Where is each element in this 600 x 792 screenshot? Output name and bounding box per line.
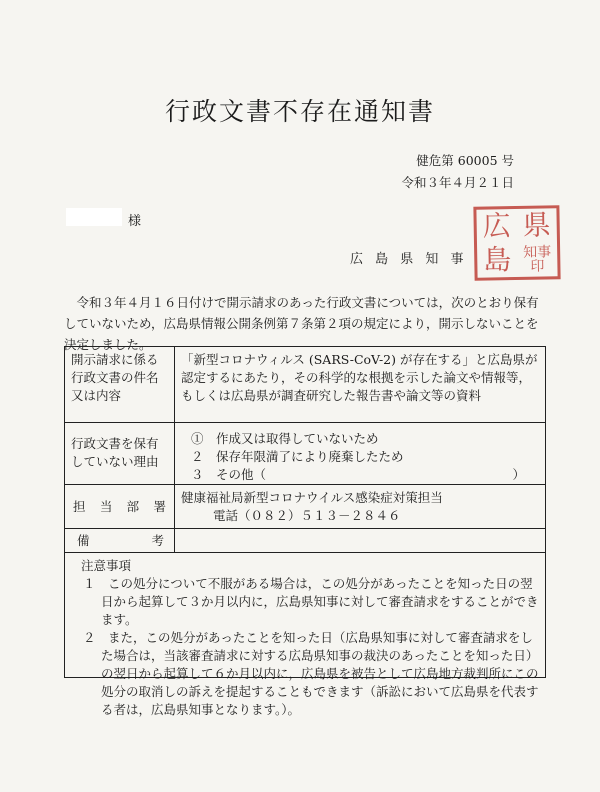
notes-section [65, 553, 545, 719]
seal-char: 広 [482, 209, 511, 243]
reason-option: ① 作成又は取得していないため [191, 431, 379, 446]
seal-char: 島 [482, 243, 512, 277]
reason-option: ２ 保存年限満了により廃棄したため [191, 449, 404, 464]
table-row-subject [65, 347, 545, 423]
reason-option [191, 466, 539, 484]
table-row-notes [65, 553, 545, 717]
department-phone: 電話（０８２）５１３－２８４６ [213, 508, 401, 523]
notes-heading: 注意事項 [81, 558, 132, 573]
note-item: １ この処分について不服がある場合は，この処分があったことを知った日の翌日から起算して３か月以内に，広島県知事に対して審査請求をすることができます。 [83, 576, 539, 627]
department-label: 担 当 部 署 [65, 485, 175, 528]
subject-value: 「新型コロナウィルス (SARS-CoV-2) が存在する」と広島県が認定するにあたり，その科学的な根拠を示した論文や情報等，もしくは広島県が調査研究した報告書や論文等の資料 [181, 352, 538, 403]
note-item: ２ また，この処分があったことを知った日（広島県知事に対して審査請求をした場合は，当該審査請求に対する広島県知事の裁決のあったことを知った日）の翌日から起算して６か月以内に，広島県を被告として広島地方裁判所にこの処分の取消しの訴えを提起することもできます（訴訟において広島県を代表する者は，広島県知事となります。）。 [83, 630, 539, 717]
reason-list [191, 423, 539, 484]
document-title: 行政文書不存在通知書 [164, 97, 435, 126]
issuer-name: 広 島 県 知 事 [350, 252, 468, 267]
intro-paragraph: 令和３年４月１６日付けで開示請求のあった行政文書については，次のとおり保有していないため，広島県情報公開条例第７条第２項の規定により，開示しないことを決定しました。 [64, 295, 539, 352]
notice-table [64, 346, 546, 717]
addressee-suffix: 様 [128, 214, 142, 229]
department-value [181, 485, 539, 525]
reason-option-text: ３ その他（ [191, 467, 267, 482]
document-header-info [401, 150, 514, 194]
official-seal-stamp [473, 205, 560, 280]
reason-option-close: ） [512, 467, 525, 482]
subject-label: 開示請求に係る行政文書の件名又は内容 [65, 347, 175, 422]
table-row-reason [65, 423, 545, 485]
reason-label: 行政文書を保有していない理由 [65, 423, 175, 484]
table-row-remarks [65, 529, 545, 553]
table-row-department [65, 485, 545, 529]
department-name: 健康福祉局新型コロナウイルス感染症対策担当 [181, 490, 443, 505]
seal-char: 県 [522, 208, 551, 242]
seal-char: 知事印 [523, 244, 552, 275]
document-number: 健危第 60005 号 [416, 153, 514, 168]
document-date: 令和３年４月２１日 [401, 175, 514, 190]
redacted-addressee [66, 208, 122, 226]
remarks-label: 備 考 [65, 529, 175, 552]
